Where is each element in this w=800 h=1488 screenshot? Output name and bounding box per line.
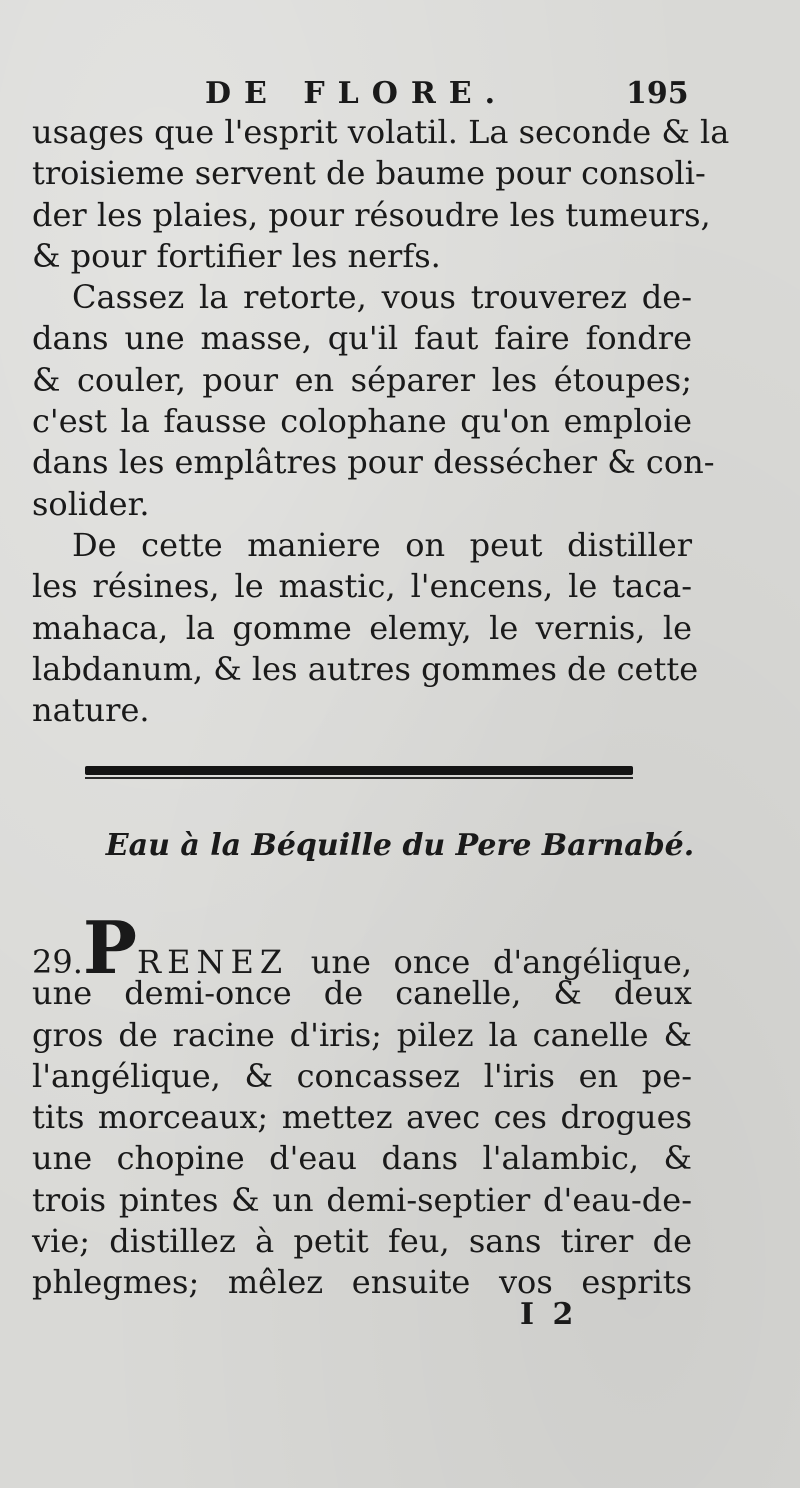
body-text [32,112,730,731]
text-line: solider. [32,484,150,523]
divider-thick-rule [85,766,633,775]
drop-cap: P [82,905,138,990]
text-line: tits morceaux; mettez avec ces drogues [32,1098,692,1137]
text-line: usages que l'esprit volatil. La seconde & la [32,113,730,151]
text-line: labdanum, & les autres gommes de cette [32,649,699,688]
text-line: mahaca, la gomme elemy, le vernis, le [32,608,692,647]
paragraph [32,112,730,277]
section-title: Eau à la Béquille du Pere Barnabé. [105,828,695,863]
text-line: gros de racine d'iris; pilez la canelle & [32,1015,692,1054]
recipe-number: 29. [32,943,83,981]
section-divider [85,764,633,780]
text-line: phlegmes; mêlez ensuite vos esprits [32,1263,692,1302]
signature-mark: I 2 [520,1297,578,1332]
opening-word: RENEZ [137,943,289,981]
page-number: 195 [626,76,689,111]
text-line: & couler, pour en séparer les étoupes; [32,360,692,399]
text-line: trois pintes & un demi-septier d'eau-de- [32,1180,692,1219]
text-line: & pour fortifier les nerfs. [32,236,441,275]
text-line: dans les emplâtres pour dessécher & con- [32,443,715,482]
recipe-text [32,905,692,1304]
text-line: l'angélique, & concassez l'iris en pe- [32,1056,692,1095]
text-line: troisieme servent de baume pour consoli- [32,154,706,193]
text-line: dans une masse, qu'il faut faire fondre [32,319,692,358]
text-line: Cassez la retorte, vous trouverez de- [72,278,692,317]
paragraph [32,525,699,731]
paragraph [32,277,715,525]
text-line: une chopine d'eau dans l'alambic, & [32,1139,692,1178]
divider-thin-rule [85,777,633,779]
text-line: c'est la fausse colophane qu'on emploie [32,402,692,441]
text-line: nature. [32,691,150,730]
text-line: vie; distillez à petit feu, sans tirer de [32,1222,692,1261]
text-line: De cette maniere on peut distiller [72,525,692,564]
text-line: les résines, le mastic, l'encens, le taca- [32,567,692,606]
text-line: une demi-once de canelle, & deux [32,974,692,1013]
first-line-text: une once d'angélique, [310,943,692,981]
running-title: DE FLORE. [205,76,509,111]
recipe-first-line [32,905,692,990]
text-line: der les plaies, pour résoudre les tumeurs, [32,195,711,234]
